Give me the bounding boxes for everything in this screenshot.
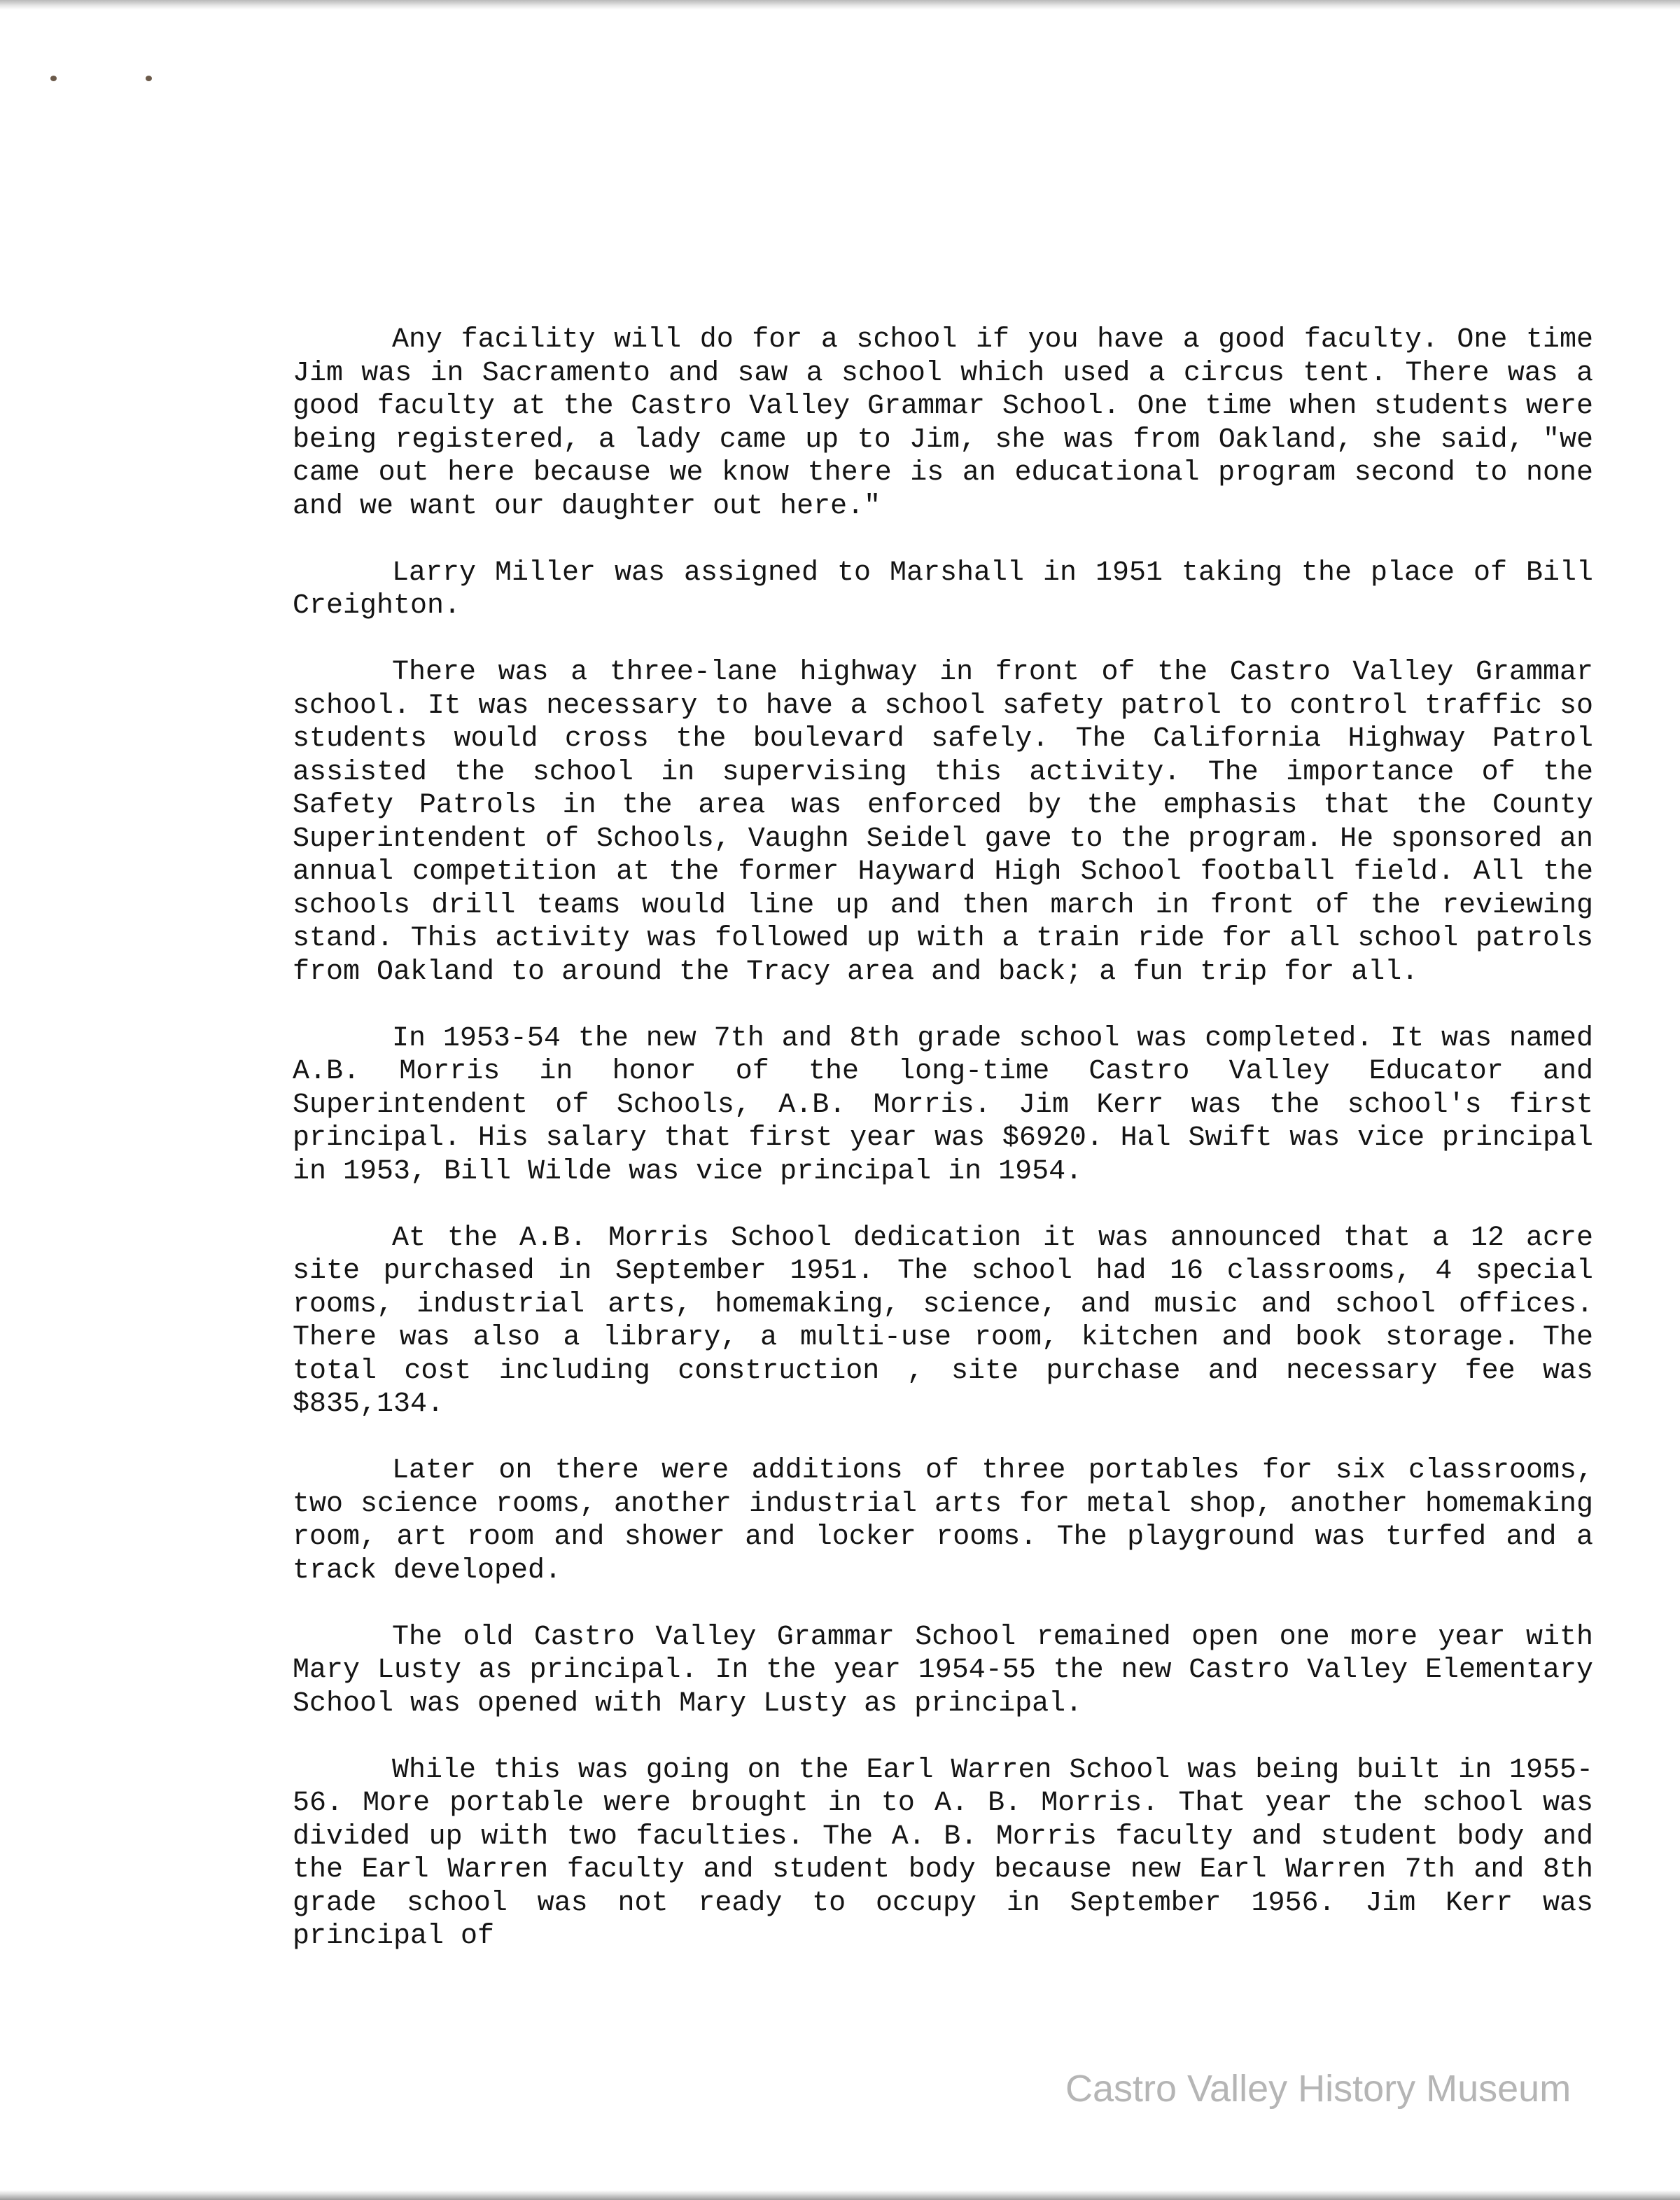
scan-speck	[50, 76, 57, 81]
paragraph-facility: Any facility will do for a school if you have a good faculty. One time Jim was in Sacramento and saw a school which used a circus tent. There was a good faculty at the Castro Valley Grammar School. One time when students were being registered, a lady came up to Jim, she was from Oakland, she said, "we came out here because we know there is an educational program second to none and we want our daughter out here."	[293, 324, 1593, 522]
scan-speck	[146, 76, 152, 81]
paragraph-grammar-school: The old Castro Valley Grammar School remained open one more year with Mary Lusty as principal. In the year 1954-55 the new Castro Valley Elementary School was opened with Mary Lusty as principal.	[293, 1621, 1593, 1720]
paragraph-ab-morris-opening: In 1953-54 the new 7th and 8th grade school was completed. It was named A.B. Morris in honor of the long-time Castro Valley Educator and Superintendent of Schools, A.B. Morris. Jim Kerr was the school's first principal. His salary that first year was $6920. Hal Swift was vice principal in 1953, Bill Wilde was vice principal in 1954.	[293, 1022, 1593, 1188]
paragraph-additions: Later on there were additions of three portables for six classrooms, two science rooms, another industrial arts for metal shop, another homemaking room, art room and shower and locker rooms. The playground was turfed and a track developed.	[293, 1455, 1593, 1587]
scan-top-edge	[0, 0, 1680, 10]
scan-bottom-edge	[0, 2190, 1680, 2200]
paragraph-safety-patrol: There was a three-lane highway in front of the Castro Valley Grammar school. It was necessary to have a school safety patrol to control traffic so students would cross the boulevard safely. The California Highway Patrol assisted the school in supervising this activity. The importance of the Safety Patrols in the area was enforced by the emphasis that the County Superintendent of Schools, Vaughn Seidel gave to the program. He sponsored an annual competition at the former Hayward High School football field. All the schools drill teams would line up and then march in front of the reviewing stand. This activity was followed up with a train ride for all school patrols from Oakland to around the Tracy area and back; a fun trip for all.	[293, 657, 1593, 988]
document-body	[293, 323, 1593, 1954]
paragraph-dedication: At the A.B. Morris School dedication it was announced that a 12 acre site purchased in September 1951. The school had 16 classrooms, 4 special rooms, industrial arts, homemaking, science, and music and school offices. There was also a library, a multi-use room, kitchen and book storage. The total cost including construction , site purchase and necessary fee was $835,134.	[293, 1222, 1593, 1420]
paragraph-larry-miller: Larry Miller was assigned to Marshall in 1951 taking the place of Bill Creighton.	[293, 557, 1593, 622]
museum-watermark: Castro Valley History Museum	[1065, 2068, 1572, 2110]
paragraph-earl-warren: While this was going on the Earl Warren School was being built in 1955-56. More portable were brought in to A. B. Morris. That year the school was divided up with two faculties. The A. B. Morris faculty and student body and the Earl Warren faculty and student body because new Earl Warren 7th and 8th grade school was not ready to occupy in September 1956. Jim Kerr was principal of	[293, 1754, 1593, 1952]
